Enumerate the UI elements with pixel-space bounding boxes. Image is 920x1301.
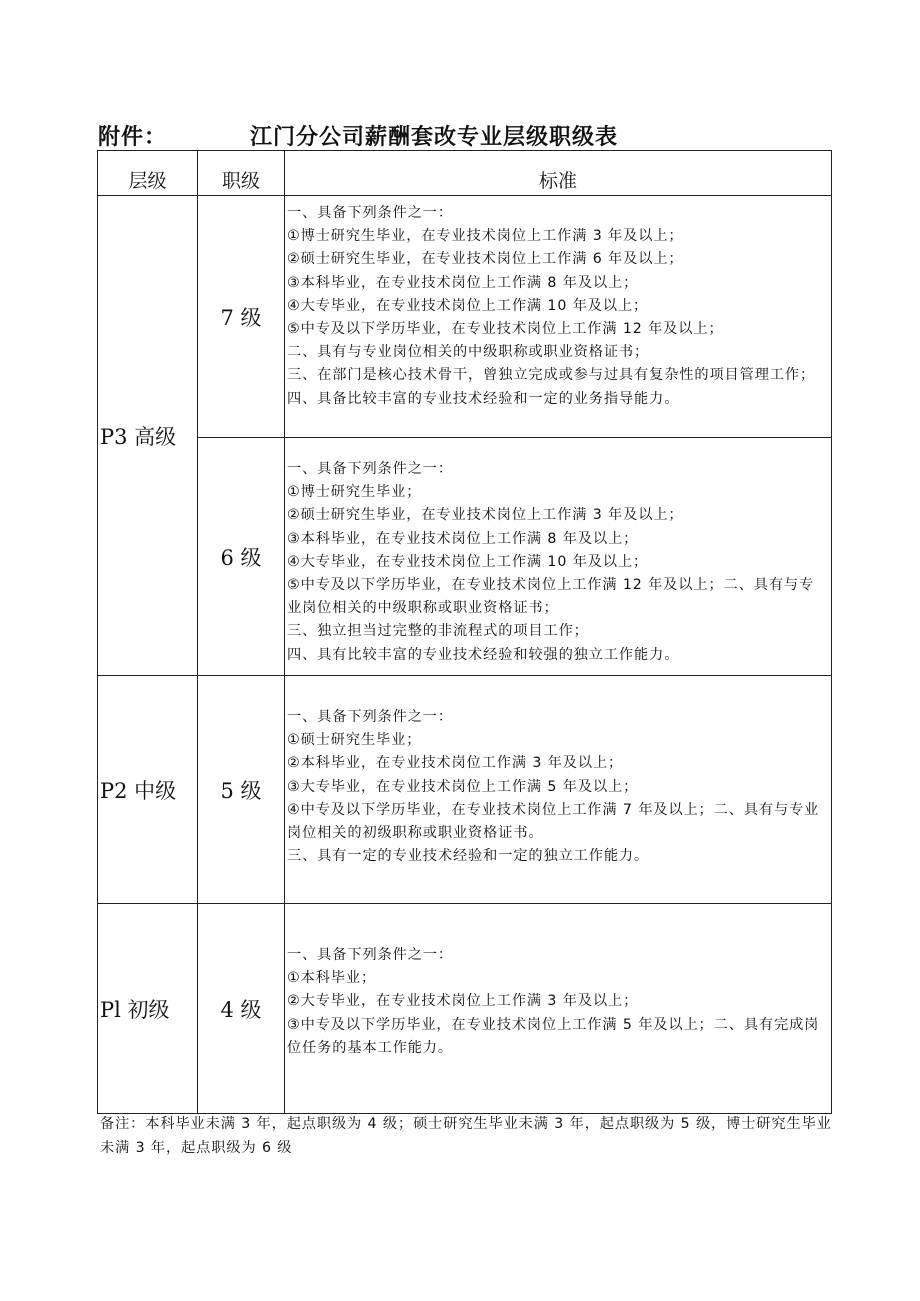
table-row: [98, 676, 832, 904]
standard-line: ②硕士研究生毕业，在专业技术岗位上工作满 3 年及以上；: [287, 507, 684, 524]
standard-line: ⑤中专及以下学历毕业，在专业技术岗位上工作满 12 年及以上；二、具有与专业岗位相关的中级职称或职业资格证书；: [287, 577, 815, 617]
standard-line: ③本科毕业，在专业技术岗位上工作满 8 年及以上；: [287, 530, 639, 547]
table-row: [98, 904, 832, 1114]
level-cell-p3: P3 高级: [98, 196, 198, 676]
standard-line: 三、在部门是核心技术骨干，曾独立完成或参与过具有复杂性的项目管理工作；: [287, 367, 816, 384]
standard-line: ②硕士研究生毕业，在专业技术岗位上工作满 6 年及以上；: [287, 251, 684, 268]
standard-line: 二、具有与专业岗位相关的中级职称或职业资格证书；: [287, 344, 650, 361]
standard-line: ①本科毕业；: [287, 970, 377, 987]
standard-line: 四、具有比较丰富的专业技术经验和较强的独立工作能力。: [287, 646, 680, 663]
grade-cell-5: 5 级: [198, 676, 285, 904]
grade-cell-6: 6 级: [198, 438, 285, 676]
standard-line: 一、具备下列条件之一：: [287, 461, 453, 477]
standard-line: ②本科毕业，在专业技术岗位工作满 3 年及以上；: [287, 755, 624, 772]
standard-line: ①硕士研究生毕业；: [287, 732, 422, 749]
table-row: [98, 438, 832, 676]
standard-cell-6: [285, 438, 832, 676]
standard-line: 三、独立担当过完整的非流程式的项目工作；: [287, 623, 589, 640]
standard-line: ①博士研究生毕业，在专业技术岗位上工作满 3 年及以上；: [287, 228, 684, 245]
header-grade: 职级: [198, 151, 285, 196]
table-row: [98, 196, 832, 438]
grade-cell-7: 7 级: [198, 196, 285, 438]
grade-standard-table: [97, 150, 832, 1114]
document-title: 江门分公司薪酬套改专业层级职级表: [250, 125, 619, 150]
standard-line: 四、具备比较丰富的专业技术经验和一定的业务指导能力。: [287, 390, 680, 407]
grade-cell-4: 4 级: [198, 904, 285, 1114]
standard-cell-7: [285, 196, 832, 438]
standard-line: ④大专毕业，在专业技术岗位上工作满 10 年及以上；: [287, 297, 649, 314]
level-cell-p1: Pl 初级: [98, 904, 198, 1114]
standard-line: ①博士研究生毕业；: [287, 484, 422, 501]
level-cell-p2: P2 中级: [98, 676, 198, 904]
standard-line: 一、具备下列条件之一：: [287, 205, 453, 221]
header-standard: 标准: [285, 151, 832, 196]
standard-line: ⑤中专及以下学历毕业，在专业技术岗位上工作满 12 年及以上；: [287, 321, 724, 338]
standard-line: 一、具备下列条件之一：: [287, 947, 453, 963]
standard-cell-4: [285, 904, 832, 1114]
standard-line: ③大专毕业，在专业技术岗位上工作满 5 年及以上；: [287, 778, 639, 795]
standard-line: 三、具有一定的专业技术经验和一定的独立工作能力。: [287, 848, 650, 865]
header-level: 层级: [98, 151, 198, 196]
standard-line: ②大专毕业，在专业技术岗位上工作满 3 年及以上；: [287, 993, 639, 1010]
standard-line: 一、具备下列条件之一：: [287, 709, 453, 725]
footnote: 备注：本科毕业未满 3 年，起点职级为 4 级；硕士研究生毕业未满 3 年，起点职级为 5 级，博士研究生毕业未满 3 年，起点职级为 6 级: [100, 1116, 832, 1156]
attachment-label: 附件：: [98, 125, 168, 150]
standard-cell-5: [285, 676, 832, 904]
standard-line: ③中专及以下学历毕业，在专业技术岗位上工作满 5 年及以上；二、具有完成岗位任务的基本工作能力。: [287, 1016, 820, 1056]
standard-line: ③本科毕业，在专业技术岗位上工作满 8 年及以上；: [287, 274, 639, 291]
table-header-row: [98, 151, 832, 196]
standard-line: ④中专及以下学历毕业，在专业技术岗位上工作满 7 年及以上；二、具有与专业岗位相关的初级职称或职业资格证书。: [287, 801, 820, 842]
standard-line: ④大专毕业，在专业技术岗位上工作满 10 年及以上；: [287, 553, 649, 570]
